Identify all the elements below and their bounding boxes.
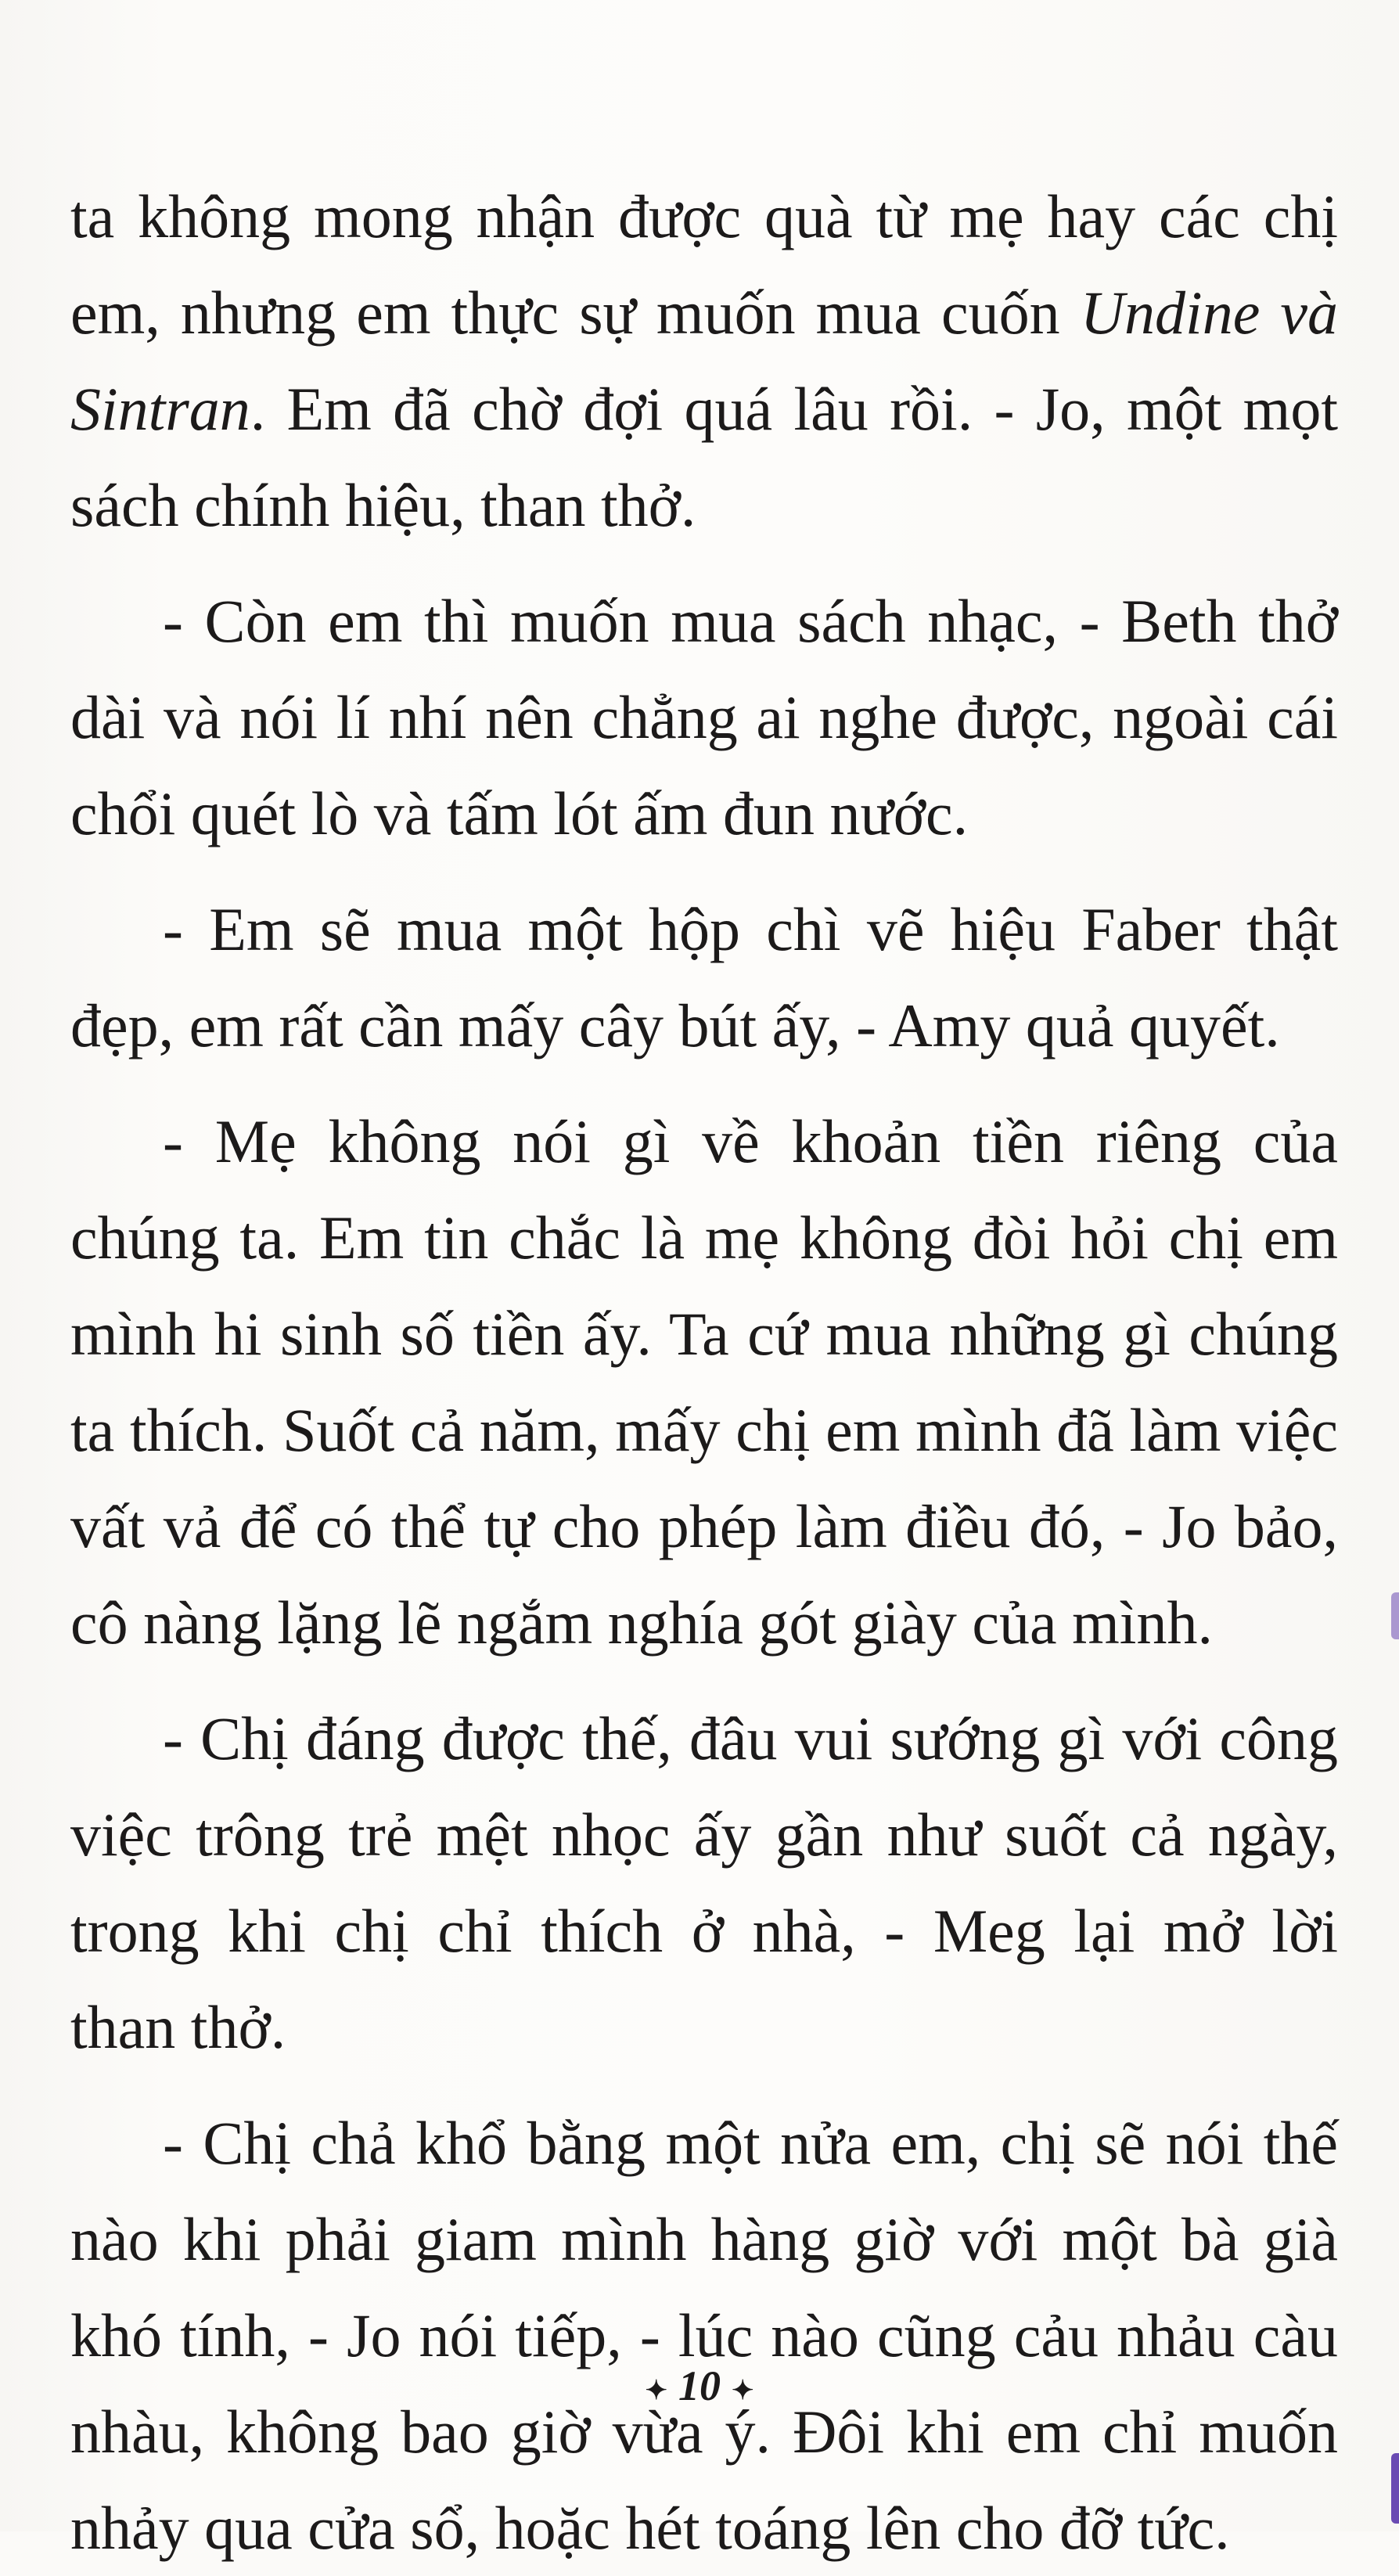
text-line: khó tính, - Jo nói tiếp, - lúc nào cũng cảu nhảu càu [70,2301,1338,2369]
text-line: nhàu, không bao giờ vừa ý. Đôi khi em chỉ muốn [70,2398,1338,2466]
text-line: Sintran. Em đã chờ đợi quá lâu rồi. - Jo, một mọt [70,375,1338,443]
text-line: chổi quét lò và tấm lót ấm đun nước. [70,779,969,847]
paragraph [70,881,1338,1074]
text-line: vất vả để có thể tự cho phép làm điều đó, - Jo bảo, [70,1492,1338,1560]
ornament-icon: ✦ [645,2376,667,2405]
text-line: việc trông trẻ mệt nhọc ấy gần như suốt cả ngày, [70,1801,1338,1869]
book-title: Sintran [70,375,250,443]
text-line: than thở. [70,1993,286,2061]
text-line: - Mẹ không nói gì về khoản tiền riêng của [163,1107,1338,1175]
text-line: nào khi phải giam mình hàng giờ với một bà già [70,2205,1338,2273]
text-line: nhảy qua cửa sổ, hoặc hét toáng lên cho đỡ tức. [70,2494,1230,2562]
paragraph [70,168,1338,553]
text-line: sách chính hiệu, than thở. [70,471,696,539]
text-line: chúng ta. Em tin chắc là mẹ không đòi hỏi chị em [70,1203,1338,1272]
paragraph [70,2095,1338,2576]
text-line: mình hi sinh số tiền ấy. Ta cứ mua những gì chúng [70,1300,1338,1368]
text-line: cô nàng lặng lẽ ngắm nghía gót giày của mình. [70,1588,1213,1657]
text-line: đẹp, em rất cần mấy cây bút ấy, - Amy quả quyết. [70,991,1280,1060]
text-line: - Chị chả khổ bằng một nửa em, chị sẽ nói thế [163,2109,1338,2177]
page-edge-mark [1391,2453,1399,2524]
paragraph [70,1690,1338,2075]
text-line: dài và nói lí nhí nên chẳng ai nghe được, ngoài cái [70,683,1338,751]
text-line: em, nhưng em thực sự muốn mua cuốn Undine và [70,279,1338,347]
body-text [70,168,1338,2576]
text-line: - Còn em thì muốn mua sách nhạc, - Beth thở [163,587,1338,655]
text-line: trong khi chị chỉ thích ở nhà, - Meg lại mở lời [70,1897,1338,1965]
paragraph [70,1093,1338,1671]
page-edge-mark [1391,1592,1399,1639]
text-line: - Em sẽ mua một hộp chì vẽ hiệu Faber thật [163,895,1338,963]
text-line: ta không mong nhận được quà từ mẹ hay các chị [70,182,1338,250]
page-number [0,2362,1399,2410]
paragraph [70,573,1338,862]
text-line: - Chị đáng được thế, đâu vui sướng gì với công [163,1704,1338,1772]
page-number-value: 10 [678,2362,721,2409]
text-line: ta thích. Suốt cả năm, mấy chị em mình đã làm việc [70,1396,1338,1464]
ornament-icon: ✦ [732,2376,754,2405]
book-title: Undine và [1080,279,1338,347]
